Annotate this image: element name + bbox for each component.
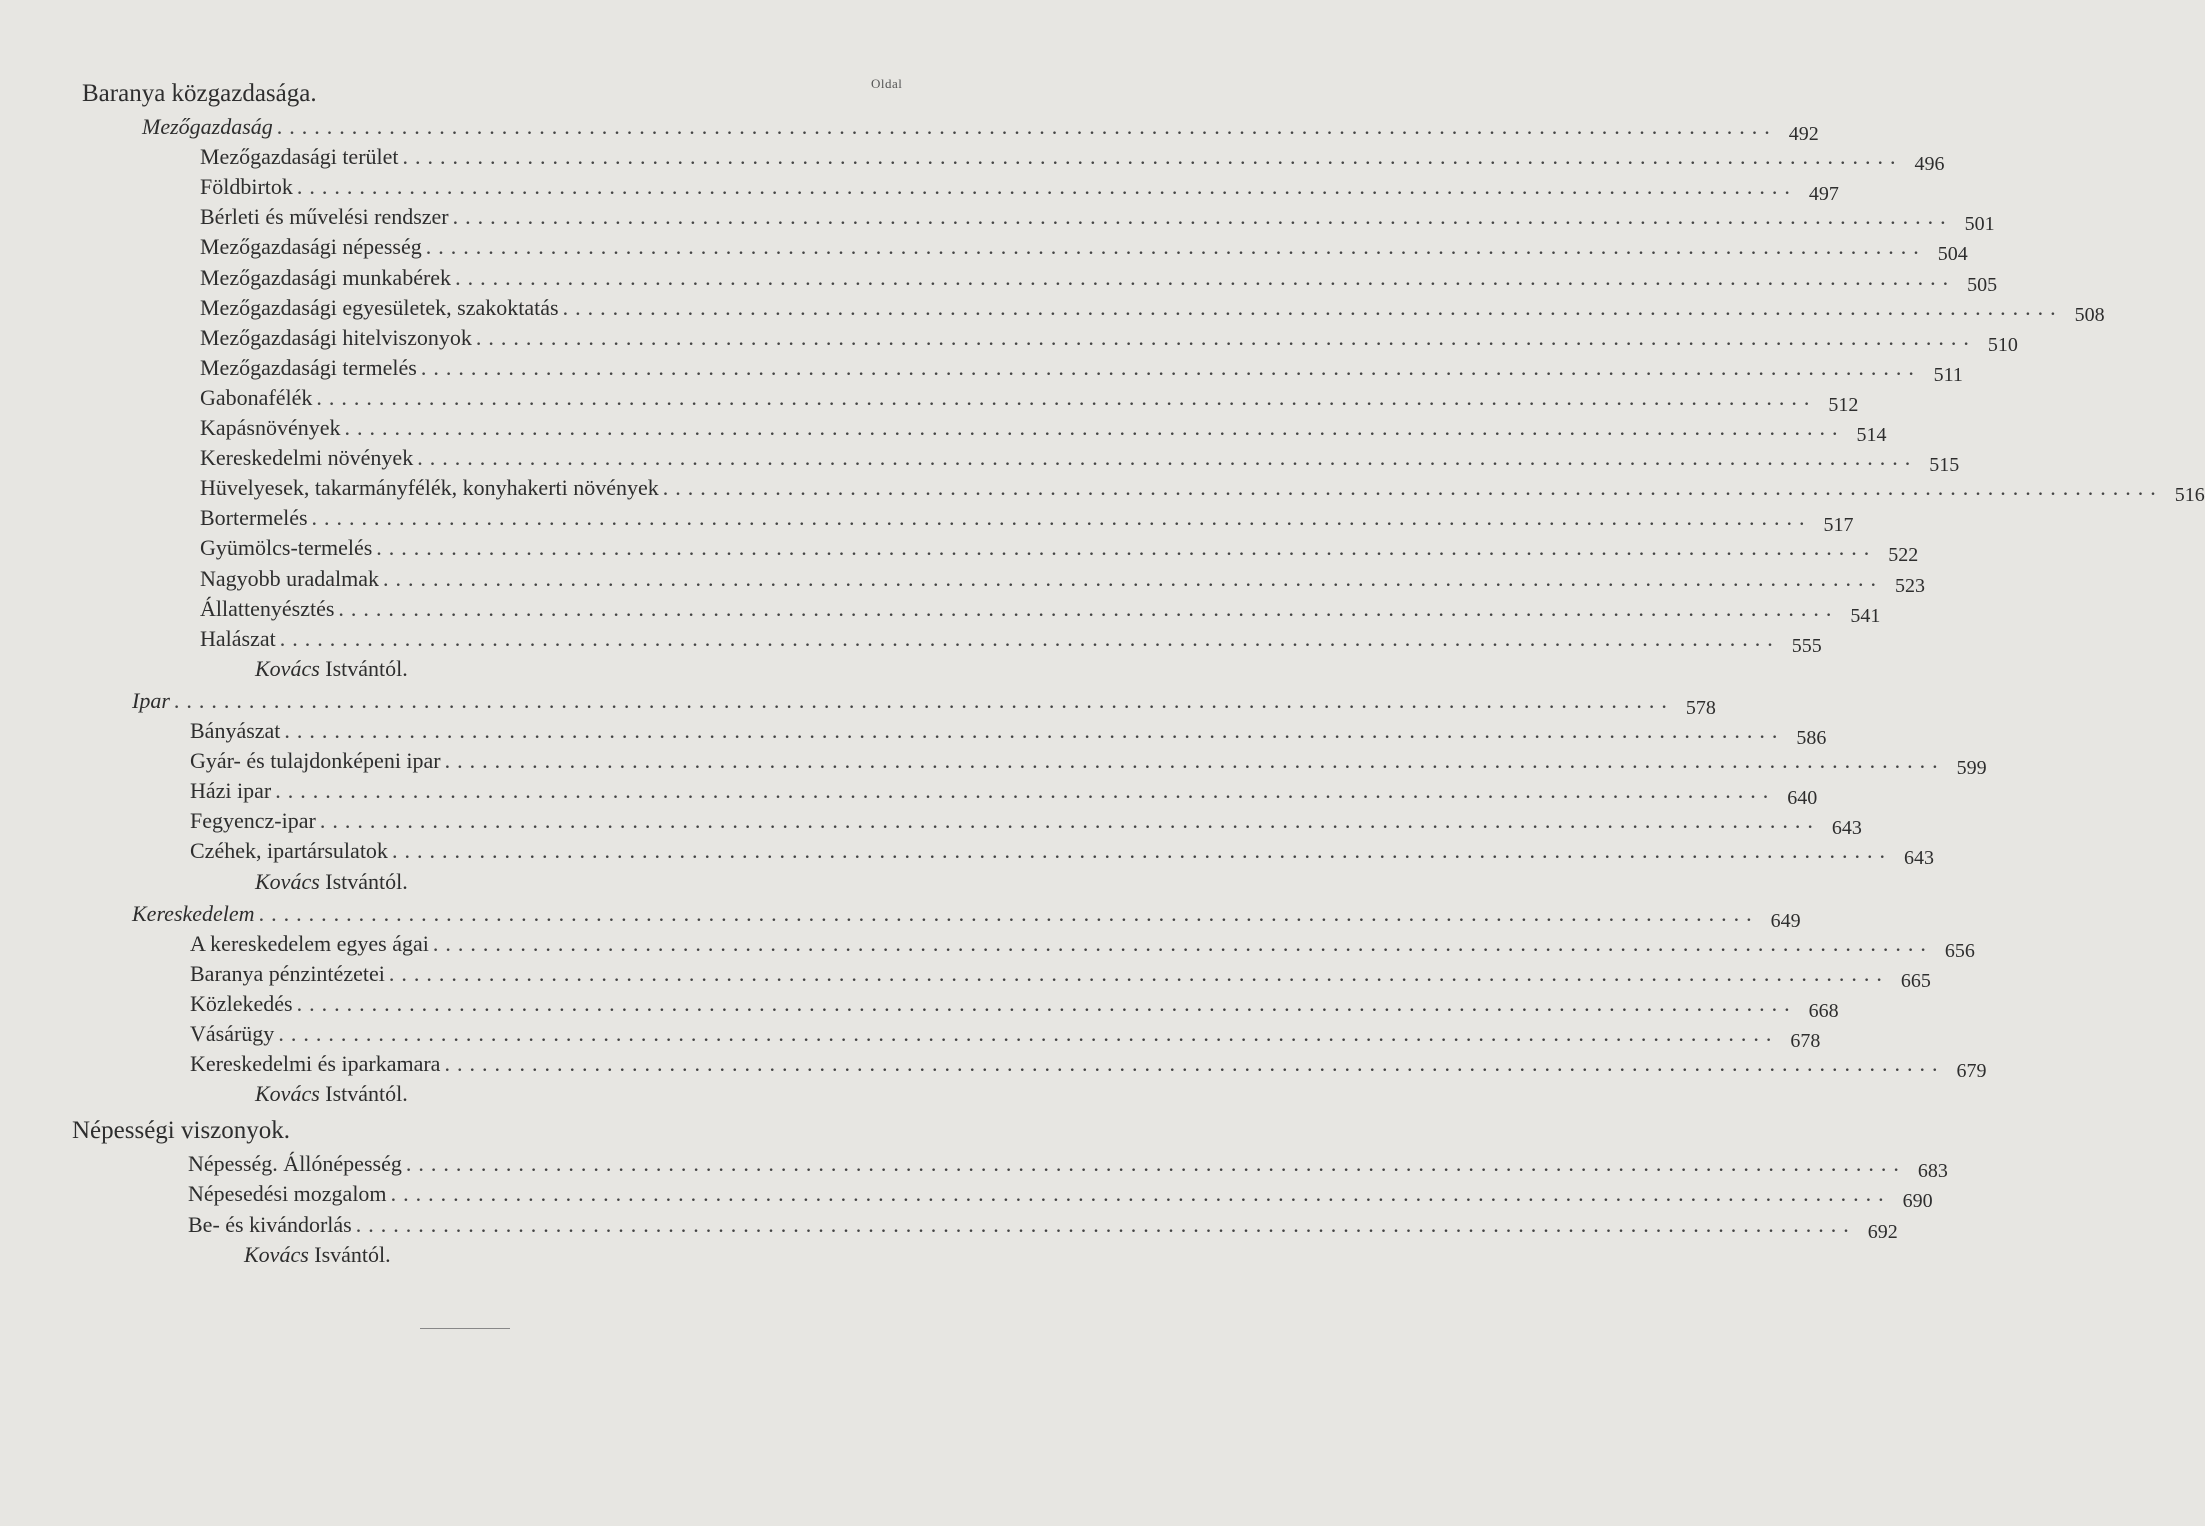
entry-label: Kereskedelem: [132, 900, 255, 926]
dot-leader: ........................................................................................................................: [376, 535, 1877, 561]
toc-item: [190, 1021, 1821, 1052]
toc-item: [190, 748, 1987, 780]
toc-item: [190, 990, 1839, 1022]
dot-leader: ........................................................................................................................: [405, 1151, 1906, 1177]
entry-page-number: 492: [1788, 123, 1819, 145]
dot-leader: ........................................................................................................................: [276, 114, 1777, 139]
entry-page-number: 678: [1790, 1030, 1821, 1052]
dot-leader: ........................................................................................................................: [311, 505, 1812, 531]
toc-item: [190, 808, 1862, 840]
author-attribution: [255, 1081, 408, 1107]
dot-leader: ........................................................................................................................: [425, 234, 1926, 260]
entry-label: Gyümölcs-termelés: [200, 535, 373, 561]
author-suffix: Istvántól.: [319, 1081, 408, 1107]
dot-leader: ........................................................................................................................: [296, 174, 1797, 200]
toc-item: [200, 384, 1859, 416]
toc-item: [200, 354, 1963, 386]
entry-page-number: 643: [1903, 847, 1934, 870]
dot-leader: ........................................................................................................................: [390, 1181, 1891, 1207]
toc-item: [190, 718, 1827, 749]
dot-leader: ........................................................................................................................: [662, 475, 2163, 501]
entry-label: Mezőgazdasági egyesületek, szakoktatás: [200, 294, 559, 320]
entry-page-number: 640: [1787, 787, 1818, 810]
author-name: Kovács: [255, 868, 320, 894]
author-name: Kovács: [255, 655, 320, 681]
toc-item: [200, 234, 1968, 266]
entry-page-number: 665: [1900, 969, 1931, 992]
entry-page-number: 508: [2074, 303, 2105, 326]
author-attribution: [255, 656, 408, 682]
toc-item: [188, 1151, 1948, 1183]
toc-item: [190, 778, 1818, 810]
toc-item: [200, 264, 1998, 296]
entry-page-number: 523: [1895, 574, 1925, 597]
page-column-header: Oldal: [871, 76, 903, 91]
dot-leader: ........................................................................................................................: [316, 384, 1817, 410]
entry-page-number: 649: [1770, 909, 1801, 932]
entry-label: Mezőgazdasági terület: [200, 144, 399, 170]
dot-leader: ........................................................................................................................: [296, 990, 1797, 1016]
entry-page-number: 599: [1956, 757, 1987, 780]
author-attribution: [255, 869, 408, 895]
section-heading: Baranya közgazdasága.: [82, 80, 317, 107]
toc-item: [200, 445, 1960, 477]
entry-label: Gabonafélék: [200, 384, 313, 410]
author-name: Kovács: [244, 1241, 309, 1267]
group-entry: [132, 687, 1716, 719]
entry-page-number: 505: [1967, 273, 1998, 296]
dot-leader: ........................................................................................................................: [417, 445, 1918, 471]
toc-item: [190, 930, 1975, 962]
entry-label: Vásárügy: [190, 1021, 275, 1046]
dot-leader: ........................................................................................................................: [279, 625, 1780, 651]
entry-label: Közlekedés: [190, 990, 293, 1016]
entry-page-number: 517: [1823, 514, 1854, 537]
entry-label: Mezőgazdasági munkabérek: [200, 264, 452, 290]
author-attribution: [244, 1242, 391, 1268]
entry-page-number: 643: [1831, 817, 1862, 840]
dot-leader: ........................................................................................................................: [284, 718, 1785, 743]
entry-label: Hüvelyesek, takarmányfélék, konyhakerti növények: [200, 475, 659, 501]
toc-item: [200, 294, 2105, 326]
entry-label: Kereskedelmi és iparkamara: [190, 1051, 441, 1077]
dot-leader: ........................................................................................................................: [444, 748, 1945, 774]
entry-page-number: 578: [1685, 696, 1716, 719]
toc-item: [200, 625, 1822, 657]
dot-leader: ........................................................................................................................: [452, 204, 1953, 230]
author-suffix: Istvántól.: [319, 655, 408, 681]
entry-page-number: 656: [1944, 939, 1975, 962]
entry-label: Nagyobb uradalmak: [200, 565, 379, 591]
entry-page-number: 668: [1808, 999, 1839, 1022]
entry-page-number: 504: [1937, 243, 1968, 266]
entry-label: Bérleti és művelési rendszer: [200, 204, 449, 230]
toc-item: [200, 505, 1854, 537]
toc-item: [200, 475, 2205, 507]
entry-label: Mezőgazdasági hitelviszonyok: [200, 324, 472, 350]
footer-rule: [420, 1328, 510, 1329]
toc-item: [190, 1051, 1987, 1083]
entry-page-number: 497: [1808, 183, 1839, 206]
dot-leader: ........................................................................................................................: [344, 415, 1845, 440]
dot-leader: ........................................................................................................................: [562, 294, 2063, 320]
entry-page-number: 510: [1987, 333, 2018, 356]
dot-leader: ........................................................................................................................: [420, 354, 1921, 380]
toc-item: [200, 565, 1925, 597]
dot-leader: ........................................................................................................................: [402, 144, 1903, 170]
entry-label: Halászat: [200, 625, 276, 651]
entry-page-number: 514: [1856, 424, 1887, 446]
entry-label: Földbirtok: [200, 174, 293, 200]
toc-item: [200, 144, 1945, 176]
toc-item: [190, 960, 1931, 992]
dot-leader: ........................................................................................................................: [173, 687, 1674, 713]
entry-label: Mezőgazdaság: [142, 114, 273, 139]
dot-leader: ........................................................................................................................: [278, 1021, 1779, 1046]
entry-page-number: 586: [1796, 727, 1827, 749]
section-heading: Népességi viszonyok.: [72, 1117, 291, 1145]
author-suffix: Istvántól.: [319, 868, 408, 894]
entry-page-number: 690: [1902, 1190, 1933, 1213]
entry-label: Népesség. Állónépesség: [188, 1151, 402, 1177]
author-suffix: Isvántól.: [308, 1241, 391, 1267]
entry-page-number: 541: [1850, 604, 1881, 627]
entry-page-number: 496: [1914, 153, 1945, 176]
entry-label: Mezőgazdasági népesség: [200, 234, 422, 260]
toc-item: [200, 174, 1839, 206]
entry-page-number: 511: [1933, 363, 1963, 386]
entry-label: Bortermelés: [200, 505, 308, 531]
entry-label: Népesedési mozgalom: [188, 1181, 387, 1207]
dot-leader: ........................................................................................................................: [432, 930, 1933, 956]
entry-label: A kereskedelem egyes ágai: [190, 930, 429, 956]
toc-item: [188, 1181, 1933, 1213]
dot-leader: ........................................................................................................................: [475, 324, 1976, 350]
entry-label: Bányászat: [190, 718, 281, 743]
entry-label: Állattenyésztés: [200, 595, 335, 621]
entry-label: Házi ipar: [190, 778, 272, 804]
toc-item: [200, 324, 2018, 356]
dot-leader: ........................................................................................................................: [388, 960, 1889, 986]
dot-leader: ........................................................................................................................: [444, 1051, 1945, 1077]
toc-item: [188, 1211, 1898, 1243]
entry-page-number: 512: [1828, 393, 1859, 416]
entry-page-number: 515: [1929, 454, 1960, 477]
entry-label: Gyár- és tulajdonképeni ipar: [190, 748, 441, 774]
dot-leader: ........................................................................................................................: [258, 900, 1759, 926]
group-entry: [142, 114, 1819, 145]
entry-page-number: 692: [1867, 1220, 1898, 1243]
entry-page-number: 683: [1917, 1160, 1948, 1183]
entry-label: Ipar: [132, 687, 170, 713]
entry-label: Mezőgazdasági termelés: [200, 354, 417, 380]
entry-page-number: 679: [1956, 1060, 1987, 1083]
dot-leader: ........................................................................................................................: [338, 595, 1839, 621]
toc-item: [200, 535, 1919, 567]
toc-item: [200, 204, 1995, 236]
dot-leader: ........................................................................................................................: [319, 808, 1820, 834]
dot-leader: ........................................................................................................................: [383, 565, 1883, 591]
toc-item: [190, 838, 1934, 870]
entry-label: Kapásnövények: [200, 415, 341, 440]
entry-label: Fegyencz-ipar: [190, 808, 316, 834]
group-entry: [132, 900, 1801, 932]
entry-page-number: 555: [1791, 634, 1822, 657]
entry-label: Czéhek, ipartársulatok: [190, 838, 388, 864]
dot-leader: ........................................................................................................................: [275, 778, 1776, 804]
toc-item: [200, 595, 1881, 627]
toc-item: [200, 415, 1887, 446]
dot-leader: ........................................................................................................................: [455, 264, 1956, 290]
author-name: Kovács: [255, 1081, 320, 1107]
entry-label: Kereskedelmi növények: [200, 445, 414, 471]
entry-page-number: 516: [2174, 484, 2205, 507]
entry-page-number: 501: [1964, 213, 1995, 236]
dot-leader: ........................................................................................................................: [391, 838, 1892, 864]
entry-page-number: 522: [1888, 544, 1919, 567]
dot-leader: ........................................................................................................................: [355, 1211, 1856, 1237]
entry-label: Baranya pénzintézetei: [190, 960, 385, 986]
entry-label: Be- és kivándorlás: [188, 1211, 352, 1237]
